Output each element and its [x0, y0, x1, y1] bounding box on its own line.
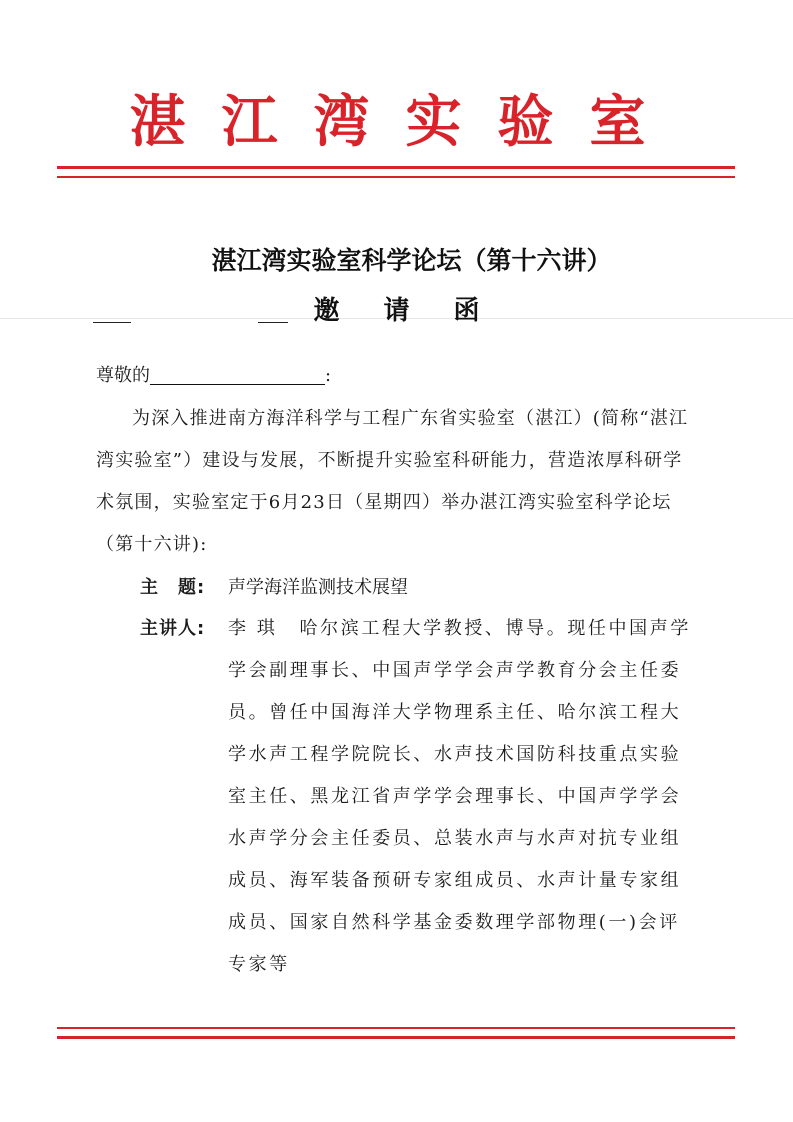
- document-title: 湛江湾实验室科学论坛（第十六讲）: [211, 246, 612, 275]
- topic-row: [140, 567, 408, 609]
- salutation-prefix: 尊敬的: [96, 365, 150, 386]
- salutation-suffix: :: [325, 365, 332, 386]
- letterhead-title: 湛江湾实验室: [129, 89, 682, 155]
- topic-value: 声学海洋监测技术展望: [228, 577, 408, 598]
- footer-rule-thin: [57, 1027, 735, 1029]
- speaker-bio: 哈尔滨工程大学教授、博导。现任中国声学学会副理事长、中国声学学会声学教育分会主任委员。曾任中国海洋大学物理系主任、哈尔滨工程大学水声工程学院院长、水声技术国防科技重点实验室主任、黑龙江省声学学会理事长、中国声学学会水声学分会主任委员、总装水声与水声对抗专业组成员、海军装备预研专家组成员、水声计量专家组成员、国家自然科学基金委数理学部物理(一)会评专家等: [228, 618, 691, 975]
- speaker-bio-block: [228, 608, 696, 986]
- salutation: [96, 358, 331, 394]
- document-subtitle: 邀请函: [313, 296, 524, 326]
- header-rule-thin: [57, 176, 735, 178]
- speaker-label: 主讲人:: [140, 618, 206, 639]
- speaker-row: [140, 608, 228, 650]
- intro-text: 为深入推进南方海洋科学与工程广东省实验室（湛江）(简称“湛江湾实验室”）建设与发展，不断提升实验室科研能力，营造浓厚科研学术氛围，实验室定于6月23日（星期四）举办湛江湾实验室科学论坛（第十六讲):: [96, 408, 689, 555]
- speaker-name: 李 琪: [228, 618, 278, 639]
- recipient-blank-line: [150, 362, 325, 385]
- header-rule-thick: [57, 166, 735, 169]
- intro-paragraph: [96, 398, 696, 566]
- footer-rule-thick: [57, 1036, 735, 1039]
- topic-label: 主 题:: [140, 577, 206, 598]
